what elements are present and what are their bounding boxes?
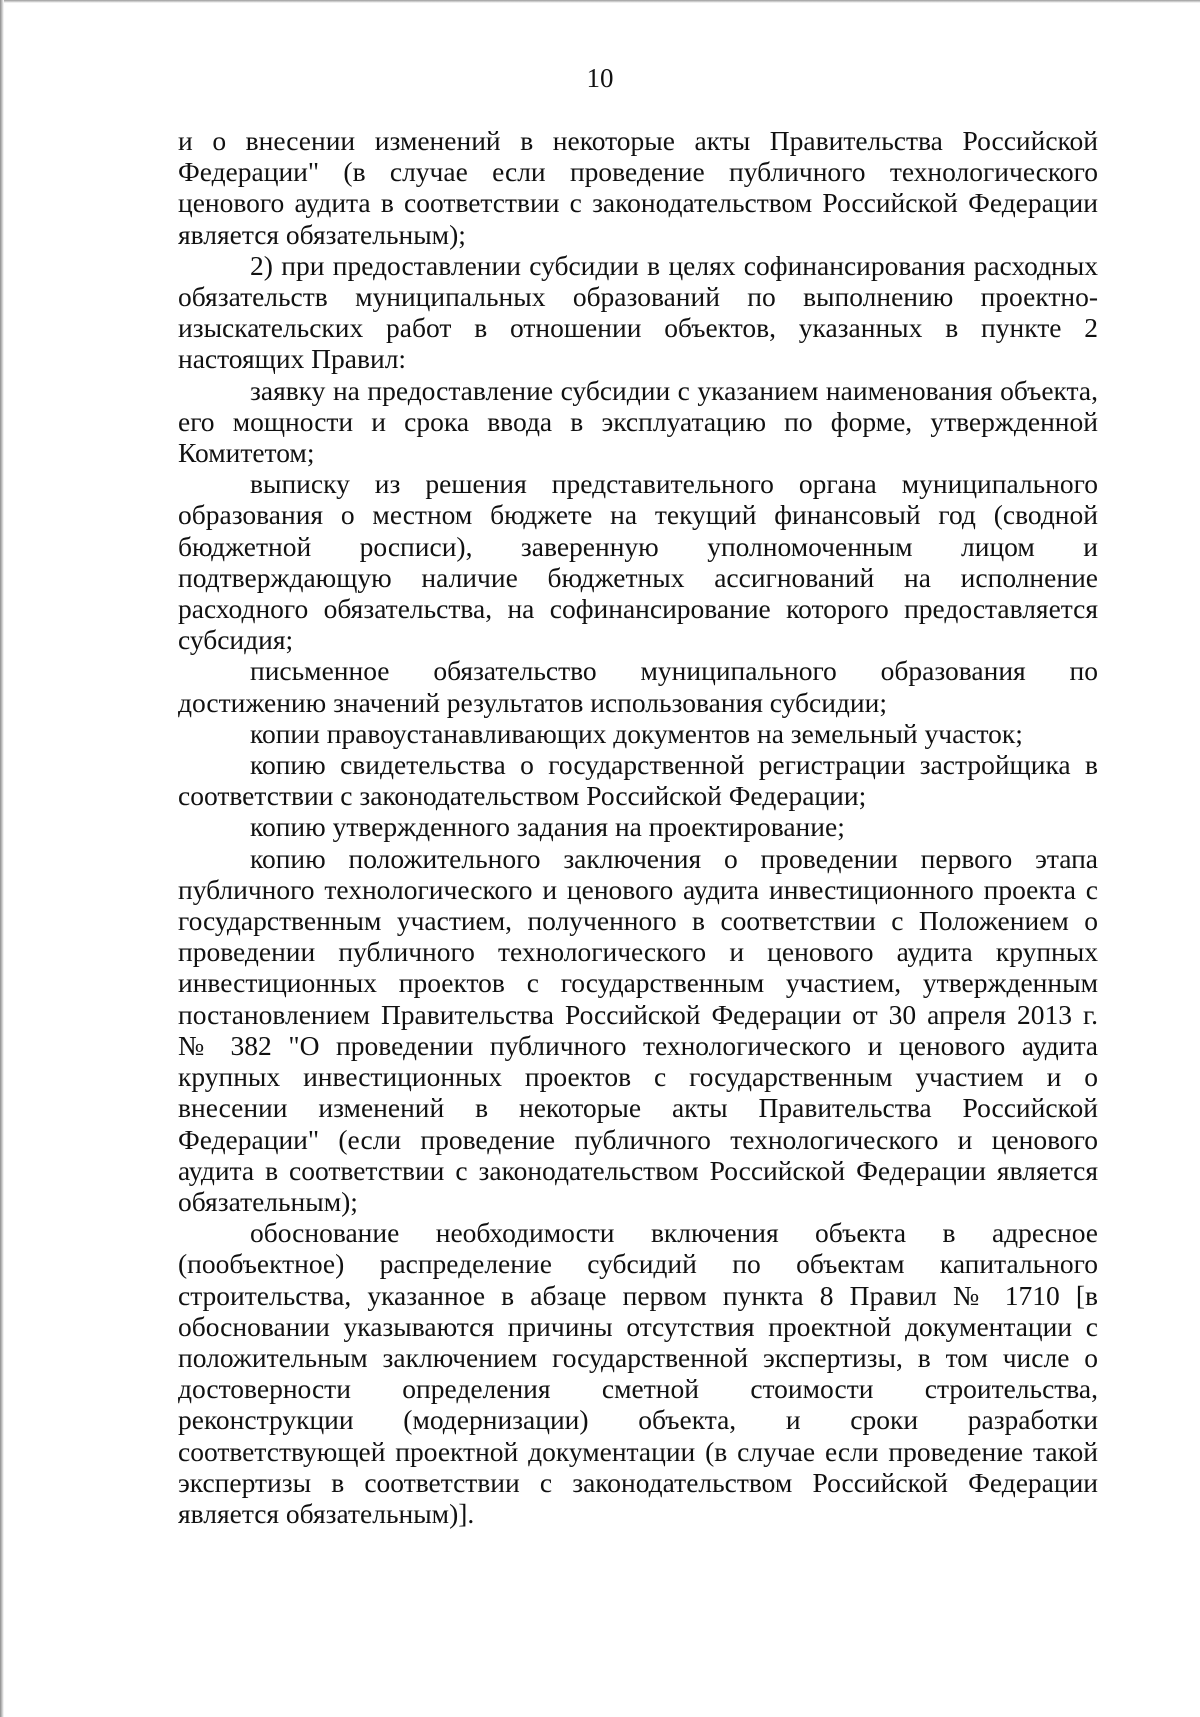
- paragraph-land-documents: копии правоустанавливающих документов на земельный участок;: [250, 717, 1023, 749]
- paragraph-application: заявку на предоставление субсидии с указанием наименования объекта, его мощности и срока ввода в эксплуатацию по форме, утвержденной Комитетом;: [178, 374, 1098, 469]
- paragraph-continuation: и о внесении изменений в некоторые акты Правительства Российской Федерации" (в случае если проведение публичного технологического ценового аудита в соответствии с законодательством Российской Федерации является обязательным);: [178, 125, 1098, 250]
- paragraph-audit-conclusion: копию положительного заключения о проведении первого этапа публичного технологического и ценового аудита инвестиционного проекта с государственным участием, полученного в соответствии с Положением о проведении публичного технологического и ценового аудита крупных инвестиционных проектов с государственным участием, утвержденным постановлением Правительства Российской Федерации от 30 апреля 2013 г. № 382 "О проведении публичного технологического и ценового аудита крупных инвестиционных проектов с государственным участием и о внесении изменений в некоторые акты Правительства Российской Федерации" (если проведение публичного технологического и ценового аудита в соответствии с законодательством Российской Федерации является обязательным);: [178, 842, 1098, 1217]
- document-body: [178, 125, 1098, 1529]
- scan-edge-left: [0, 0, 4, 1717]
- page-number: 10: [586, 63, 614, 93]
- paragraph-written-obligation: письменное обязательство муниципального образования по достижению значений результатов использования субсидии;: [178, 655, 1098, 718]
- scan-edge-top: [0, 0, 1200, 3]
- paragraph-registration-certificate: копию свидетельства о государственной регистрации застройщика в соответствии с законодательством Российской Федерации;: [178, 749, 1098, 812]
- paragraph-justification: обоснование необходимости включения объекта в адресное (пообъектное) распределение субсидий по объектам капитального строительства, указанное в абзаце первом пункта 8 Правил № 1710 [в обосновании указываются причины отсутствия проектной документации с положительным заключением государственной экспертизы, в том числе о достоверности определения сметной стоимости строительства, реконструкции (модернизации) объекта, и сроки разработки соответствующей проектной документации (в случае если проведение такой экспертизы в соответствии с законодательством Российской Федерации является обязательным)].: [178, 1217, 1098, 1529]
- paragraph-design-task: копию утвержденного задания на проектирование;: [250, 811, 845, 843]
- paragraph-item-2: 2) при предоставлении субсидии в целях софинансирования расходных обязательств муниципальных образований по выполнению проектно-изыскательских работ в отношении объектов, указанных в пункте 2 настоящих Правил:: [178, 249, 1098, 375]
- paragraph-budget-extract: выписку из решения представительного органа муниципального образования о местном бюджете на текущий финансовый год (сводной бюджетной росписи), заверенную уполномоченным лицом и подтверждающую наличие бюджетных ассигнований на исполнение расходного обязательства, на софинансирование которого предоставляется субсидия;: [178, 468, 1098, 656]
